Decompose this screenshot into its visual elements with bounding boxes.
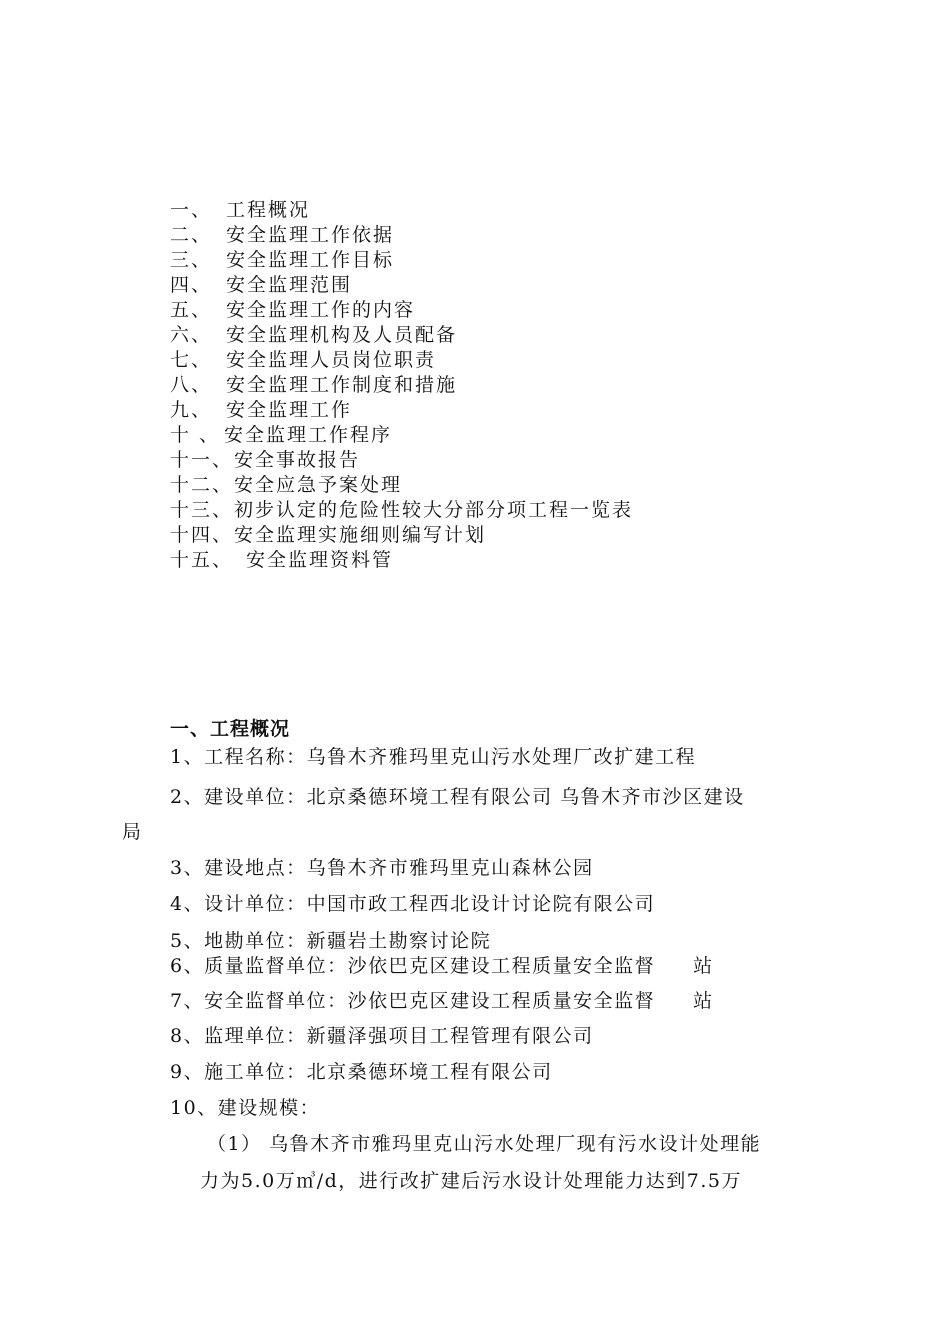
design-unit-line: 4、设计单位：中国市政工程西北设计讨论院有限公司 [170,893,656,915]
toc-item [170,498,633,523]
toc-item-title: 工程概况 [226,199,311,221]
toc-item-number: 十 、 [170,424,221,446]
quality-supervision-line [170,953,714,979]
toc-item-number: 十三、 [170,499,234,521]
toc-item [170,448,633,473]
toc-item [170,348,633,373]
toc-item-title: 安全事故报告 [234,449,361,471]
toc-item-number: 一、 [170,199,213,221]
client-line-continuation: 局 [122,821,143,843]
toc-item [170,398,633,423]
toc-item-number: 十五、 [170,549,234,571]
toc-item-title: 安全监理机构及人员配备 [226,324,458,346]
safety-supervision-line [170,988,714,1014]
toc-item-title: 安全监理资料管 [246,549,394,571]
survey-unit-line: 5、地勘单位：新疆岩土勘察讨论院 [170,930,492,952]
scale-paragraph-line: 力为5.0万㎥/d，进行改扩建后污水设计处理能力达到7.5万 [200,1170,742,1192]
table-of-contents [170,198,633,573]
toc-item [170,198,633,223]
toc-item [170,523,633,548]
toc-item-number: 四、 [170,274,213,296]
toc-item [170,298,633,323]
toc-item [170,223,633,248]
toc-item-title: 安全监理工作 [226,399,353,421]
scale-heading-line: 10、建设规模： [170,1097,321,1119]
toc-item-title: 安全监理工作制度和措施 [226,374,458,396]
toc-item [170,248,633,273]
section-heading: 一、工程概况 [170,718,291,740]
site-location-line: 3、建设地点：乌鲁木齐市雅玛里克山森林公园 [170,857,594,879]
scale-paragraph-line: （1） 乌鲁木齐市雅玛里克山污水处理厂现有污水设计处理能 [207,1133,762,1155]
toc-item [170,373,633,398]
toc-item-title: 安全监理工作的内容 [226,299,416,321]
toc-item-number: 三、 [170,249,213,271]
toc-item-title: 安全监理实施细则编写计划 [234,524,487,546]
toc-item [170,423,633,448]
toc-item-number: 六、 [170,324,213,346]
supervisor-line: 8、监理单位：新疆泽强项目工程管理有限公司 [170,1025,594,1047]
toc-item-number: 十四、 [170,524,234,546]
toc-item-number: 十二、 [170,474,234,496]
toc-item-number: 二、 [170,224,213,246]
toc-item-number: 七、 [170,349,213,371]
toc-item [170,273,633,298]
toc-item-title: 安全监理人员岗位职责 [226,349,437,371]
toc-item-title: 安全监理范围 [226,274,353,296]
project-name-line: 1、工程名称：乌鲁木齐雅玛里克山污水处理厂改扩建工程 [170,746,697,768]
toc-item [170,548,633,573]
toc-item-title: 安全监理工作依据 [226,224,395,246]
toc-item-number: 五、 [170,299,213,321]
toc-item-title: 初步认定的危险性较大分部分项工程一览表 [234,499,634,521]
quality-supervision-text: 6、质量监督单位：沙依巴克区建设工程质量安全监督 [170,955,656,977]
toc-item-title: 安全监理工作程序 [224,424,393,446]
toc-item [170,473,633,498]
client-line: 2、建设单位：北京桑德环境工程有限公司 乌鲁木齐市沙区建设 [170,786,745,808]
quality-supervision-suffix: 站 [693,955,714,977]
safety-supervision-suffix: 站 [693,990,714,1012]
toc-item-title: 安全应急予案处理 [234,474,403,496]
toc-item-number: 十一、 [170,449,234,471]
toc-item-number: 八、 [170,374,213,396]
toc-item [170,323,633,348]
safety-supervision-text: 7、安全监督单位：沙依巴克区建设工程质量安全监督 [170,990,656,1012]
toc-item-number: 九、 [170,399,213,421]
contractor-line: 9、施工单位：北京桑德环境工程有限公司 [170,1061,553,1083]
toc-item-title: 安全监理工作目标 [226,249,395,271]
